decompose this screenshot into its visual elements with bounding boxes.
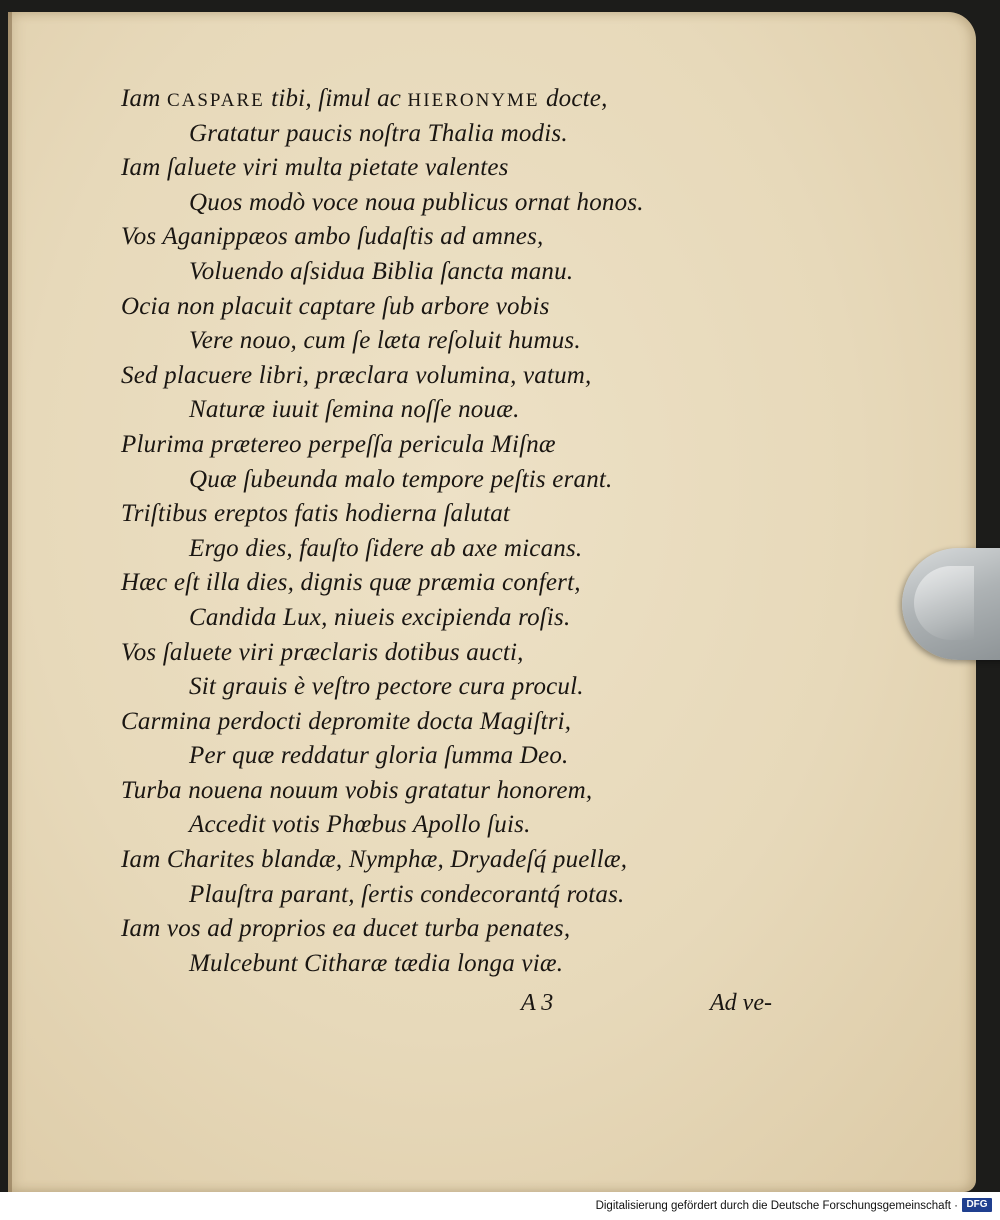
poem-line: Per quæ reddatur gloria ſumma Deo.	[189, 742, 569, 770]
credit-bar	[0, 1192, 1000, 1220]
book-page	[8, 12, 976, 1192]
poem-line: Sed placuere libri, præclara volumina, vatum,	[121, 361, 592, 389]
poem-line: Quæ ſubeunda malo tempore peſtis erant.	[189, 465, 613, 493]
poem-line: Triſtibus ereptos fatis hodierna ſalutat	[121, 500, 511, 528]
poem-line: Naturæ iuuit ſemina noſſe nouæ.	[189, 396, 520, 424]
poem-line: Quos modò voce noua publicus ornat honos.	[189, 188, 644, 216]
poem-line: Hæc eſt illa dies, dignis quæ præmia confert,	[121, 569, 581, 597]
poem-line: Iam ſaluete viri multa pietate valentes	[121, 154, 509, 182]
catchword: Ad ve-	[710, 990, 772, 1016]
poem-line: Accedit votis Phœbus Apollo ſuis.	[189, 811, 531, 839]
name-hieronyme: HIERONYME	[407, 90, 540, 111]
poem-line: Vos ſaluete viri præclaris dotibus aucti,	[121, 638, 524, 666]
poem	[121, 82, 761, 981]
page-footer	[8, 990, 976, 1024]
poem-line: Vere nouo, cum ſe læta reſoluit humus.	[189, 327, 581, 355]
poem-line: Ergo dies, fauſto ſidere ab axe micans.	[189, 534, 583, 562]
poem-line: Sit grauis è veſtro pectore cura procul.	[189, 673, 584, 701]
poem-line: Mulcebunt Citharæ tædia longa viæ.	[189, 949, 564, 977]
dfg-logo-icon: DFG	[962, 1198, 992, 1212]
poem-line: Carmina perdocti depromite docta Magiſtri,	[121, 707, 572, 735]
poem-line: Iam vos ad proprios ea ducet turba penates,	[121, 915, 571, 943]
poem-line: Voluendo aſsidua Biblia ſancta manu.	[189, 257, 574, 285]
poem-line: Candida Lux, niueis excipienda roſis.	[189, 603, 571, 631]
signature-mark: A 3	[521, 990, 554, 1016]
poem-line: Plauſtra parant, ſertis condecorantq́ rotas.	[189, 880, 625, 908]
poem-line: Iam Charites blandæ, Nymphæ, Dryadeſq́ puellæ,	[121, 846, 628, 874]
poem-line: Iam CASPARE tibi, ſimul ac HIERONYME docte,	[121, 85, 608, 112]
poem-line: Ocia non placuit captare ſub arbore vobis	[121, 292, 550, 320]
poem-line: Vos Aganippæos ambo ſudaſtis ad amnes,	[121, 223, 544, 251]
poem-line: Turba nouena nouum vobis gratatur honorem,	[121, 776, 593, 804]
poem-line: Plurima prætereo perpeſſa pericula Miſnæ	[121, 430, 556, 458]
poem-line: Gratatur paucis noſtra Thalia modis.	[189, 119, 568, 147]
credit-text: Digitalisierung gefördert durch die Deutsche Forschungsgemeinschaft ·	[595, 1200, 958, 1212]
name-caspare: CASPARE	[166, 90, 265, 111]
